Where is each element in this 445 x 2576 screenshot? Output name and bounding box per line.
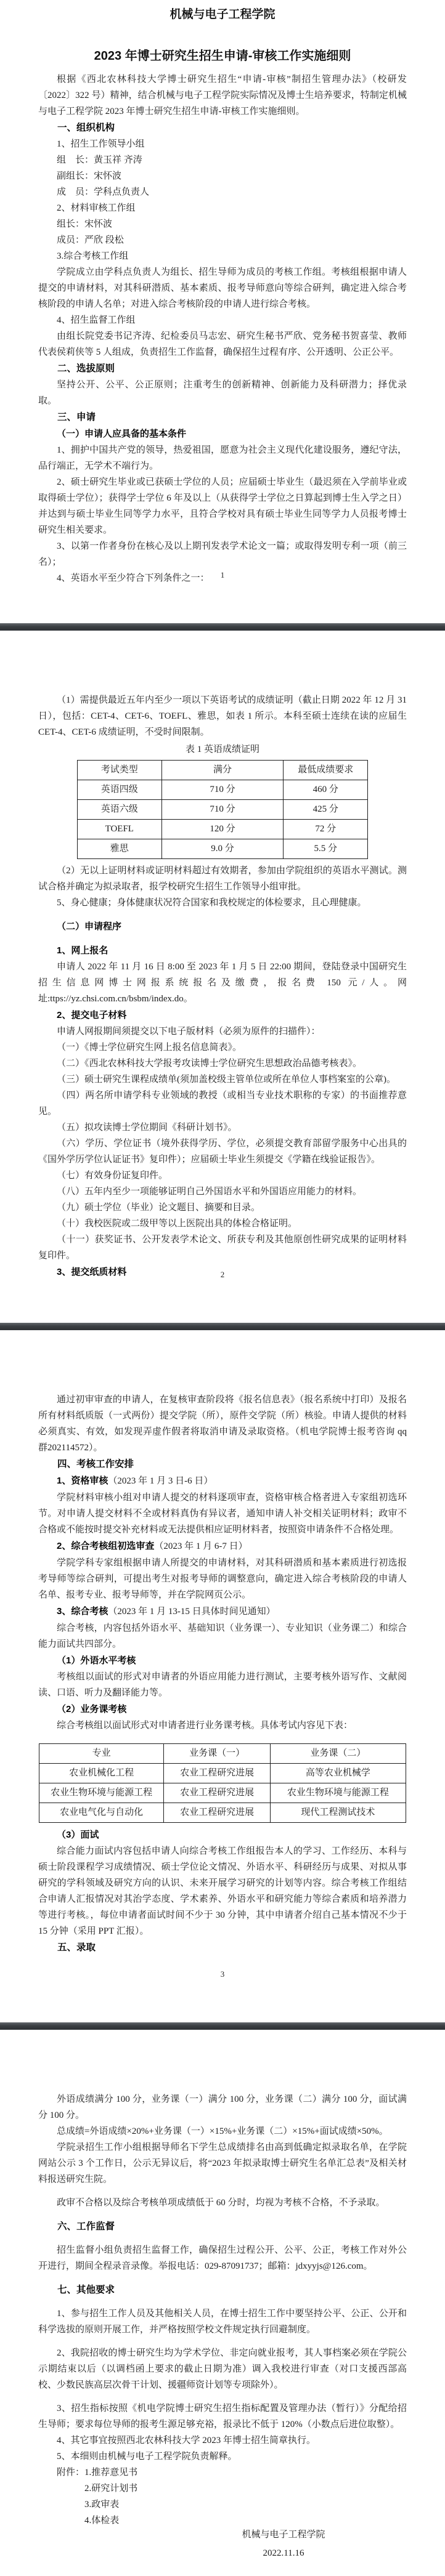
text-line: （八）五年内至少一项能够证明自己外国语水平和外国语应用能力的材料。 xyxy=(57,1187,362,1197)
table-row xyxy=(39,1803,406,1823)
page-4 xyxy=(0,2030,445,2576)
page-number: 1 xyxy=(220,570,225,579)
table-cell: 农业生物环境与能源工程 xyxy=(270,1783,406,1803)
sub-heading-date: （2023 年 1 月 3 日-6 日） xyxy=(108,1476,213,1486)
text-line: 附件：1.推荐意见书 xyxy=(57,2468,138,2477)
sub-heading-label: 2、综合考核组初选审查 xyxy=(57,1541,155,1551)
page-separator xyxy=(0,623,445,631)
paragraph: 2、硕士研究生毕业或已获硕士学位的人员；应届硕士毕业生（最迟须在入学前毕业或取得硕士学位）；获得学士学位 6 年及以上（从获得学士学位之日算起到博士生入学之日）并达到与硕士毕业生同等学力水平，且符合学校对具有硕士毕业生同等学力人员报考博士研究生相关要求。 xyxy=(38,477,407,535)
page-2-content xyxy=(38,692,407,1280)
sub-heading-label: 1、资格审核 xyxy=(57,1476,108,1486)
paragraph: 5、本细则由机械与电子工程学院负责解释。 xyxy=(57,2452,237,2461)
attachment-item: 4.体检表 xyxy=(84,2516,120,2526)
paragraph: （2）无以上证明材料或证明材料超过有效期者，参加由学院组织的英语水平测试。测试合格并确定为拟录取者，报学校研究生招生工作领导小组审批。 xyxy=(38,866,407,892)
paragraph: 1、参与招生工作人员及其他相关人员，在博士招生工作中要坚持公平、公正、公开和科学选拔的原则开展工作，并严格按照学校文件规定执行回避制度。 xyxy=(38,2309,407,2335)
table-header-cell: 业务课（二） xyxy=(270,1744,406,1764)
paragraph: 学院学科专家组根据申请人所提交的申请材料，对其科研潜质和基本素质进行初选报考导师等综合研判，可提出考生对报考导师的调整意向，确定进入综合考核阶段的申请人名单、报考专业、报考导师等，并在学院网页公示。 xyxy=(38,1558,407,1600)
sub-heading xyxy=(38,1603,407,1620)
paragraph: 综合能力面试内容包括申请人向综合考核工作组报告本人的学习、工作经历、本科与硕士阶段课程学习成绩情况、硕士学位论文情况、外语水平、科研经历与成果、对拟从事研究的学科领域及研究方向的认识、未来开展学习研究的计划等内容。综合考核工作组结合申请人汇报情况对其治学态度、学术素养、外语水平和研究能力等综合素质和培养潜力等进行考核。，每位申请者面试时间不少于 30 分钟，其中申请者介绍自己基本情况不少于 15 分钟（采用 PPT 汇报）。 xyxy=(38,1846,407,1936)
paragraph: 学院录招生工作小组根据导师名下学生总成绩排名由高到低确定拟录取名单，在学院网站公示 3 个工作日，公示无异议后，将“2023 年拟录取博士研究生名单汇总表”及相关材料报送研究生院。 xyxy=(38,2142,407,2184)
signature-line: 2022.11.16 xyxy=(263,2548,304,2558)
table-cell: 9.0 分 xyxy=(161,839,284,859)
section-heading: 二、选拔原则 xyxy=(57,363,115,374)
paragraph: 招生监督小组负责招生监督工作，确保招生过程公开、公平、公正，考核工作对外公开进行，期间全程录音录像。举报电话：029-87091737；邮箱：jdxyyjs@126.com。 xyxy=(38,2245,407,2271)
table-cell: 英语四级 xyxy=(78,780,162,800)
paragraph: 综合考核，内容包括外语水平、基础知识（业务课一）、专业知识（业务课二）和综合能力面试共四部分。 xyxy=(38,1623,407,1649)
english-score-table-wrap xyxy=(38,741,407,859)
table-cell: 农业电气化与自动化 xyxy=(39,1803,164,1823)
page-3 xyxy=(0,1330,445,2022)
table-cell: TOEFL xyxy=(78,820,162,839)
paragraph: （1）需提供最近五年内至少一项以下英语考试的成绩证明（截止日期 2022 年 12 月 31 日），包括：CET-4、CET-6、TOEFL、雅思，如表 1 所示。本科至硕士连续在读的应届生 CET-4、CET-6 成绩证明，不受时间限制。 xyxy=(38,695,407,737)
spacer xyxy=(38,2393,407,2400)
signature-line: 机械与电子工程学院 xyxy=(242,2530,325,2540)
paragraph: 学院成立由学科点负责人为组长、招生导师为成员的考核工作组。考核组根据申请人提交的申请材料，对其科研潜质、基本素质、报考导师意向等综合研判，确定进入综合考核阶段的申请人名单；对进入综合考核阶段的申请人进行综合考核。 xyxy=(38,267,407,309)
spacer xyxy=(38,2298,407,2306)
table-header-cell: 满分 xyxy=(161,761,284,780)
signature-block xyxy=(203,2526,364,2562)
paragraph: 5、身心健康；身体健康状况符合国家和我校规定的体检要求，且心理健康。 xyxy=(57,898,367,908)
table-header-cell: 业务课（一） xyxy=(164,1744,271,1764)
paragraph: 3、以第一作者身份在核心及以上期刊发表学术论文一篇；或取得发明专利一项（前三名）； xyxy=(38,541,407,567)
table-cell: 雅思 xyxy=(78,839,162,859)
text-line: （十）我校医院或二级甲等以上医院出具的体检合格证明。 xyxy=(57,1219,298,1229)
sub-heading xyxy=(38,1472,407,1490)
table-cell: 农业工程研究进展 xyxy=(164,1783,271,1803)
text-line: （九）硕士学位（毕业）论文题目、摘要和目录。 xyxy=(57,1203,261,1213)
table-header-row xyxy=(78,761,368,780)
english-score-table xyxy=(77,760,368,859)
sub-heading: 1、网上报名 xyxy=(57,945,108,956)
course-exam-table xyxy=(39,1743,406,1823)
page-2 xyxy=(0,631,445,1323)
spacer xyxy=(38,2235,407,2242)
table-row xyxy=(78,780,368,800)
paragraph: （四）两名所申请学科专业领域的教授（或相当专业技术职称的专家）的书面推荐意见。 xyxy=(38,1091,407,1116)
spacer xyxy=(38,935,407,942)
text-line: 3.综合考核工作组 xyxy=(57,251,129,261)
page-1-content xyxy=(38,7,407,586)
paragraph: 学院材料审核小组对申请人提交的材料逐项审查，资格审核合格者进入专家组初选环节。对申请人提交材料不全或材料真伪有异议者，通知申请人补交相关证明材料；政审不合格或不能按时提交补充材料或无法提供相应证明材料者，按照资申请条件不合格处理。 xyxy=(38,1493,407,1535)
table-cell: 农业生物环境与能源工程 xyxy=(39,1783,164,1803)
paragraph: （六）学历、学位证书（境外获得学历、学位，必须提交教育部留学服务中心出具的《国外学历学位认证证书》复印件）；应届硕士毕业生须提交《学籍在线验证报告》。 xyxy=(38,1139,407,1165)
paragraph: 申请人 2022 年 11 月 16 日 8:00 至 2023 年 1 月 5 日 22:00 期间，登陆登录中国研究生招生信息网博士网报系统报名及缴费，报名费 150 元/人。网址:ttps://yz.chsi.com.cn/bsbm/index.do。 xyxy=(38,962,407,1004)
spacer xyxy=(38,911,407,918)
text-line: （七）有效身份证复印件。 xyxy=(57,1171,168,1181)
sub-heading: 3、提交纸质材料 xyxy=(57,1267,127,1277)
section-heading: 一、组织机构 xyxy=(57,123,115,133)
spacer xyxy=(38,2338,407,2345)
paragraph: 通过初审审查的申请人，在复核审查阶段将《报名信息表》（报名系统中打印）及报名所有材料纸质版（一式两份）提交学院（所），原件交学院（所）核验。申请人提供的材料必须真实、有效，如发现弄虚作假者将取消申请及录取资格。（机电学院博士报考咨询 qq 群202114572）。 xyxy=(38,1395,407,1453)
paragraph: 外语成绩满分 100 分，业务课（一）满分 100 分，业务课（二）满分 100 分，面试满分 100 分。 xyxy=(38,2094,407,2120)
section-heading: 七、其他要求 xyxy=(57,2285,115,2295)
attachment-item: 2.研究计划书 xyxy=(84,2484,138,2493)
table-cell: 农业工程研究进展 xyxy=(164,1764,271,1783)
table-cell: 高等农业机械学 xyxy=(270,1764,406,1783)
table-cell: 460 分 xyxy=(284,780,368,800)
paragraph: 由组长院党委书记齐涛、纪检委员马志宏、研究生秘书严欣、党务秘书贺喜莹、教师代表侯莉侠等 5 人组成，负责招生工作监督，确保招生过程有序、公开透明、公正公平。 xyxy=(38,331,407,357)
sub-heading: 2、提交电子材料 xyxy=(57,1010,127,1020)
page-number: 2 xyxy=(220,1270,225,1279)
sub-heading: （2）业务课考核 xyxy=(57,1704,127,1714)
table-cell: 120 分 xyxy=(161,820,284,839)
page-number: 3 xyxy=(220,1969,225,1979)
table-caption: 表 1 英语成绩证明 xyxy=(185,745,259,754)
section-heading: 五、录取 xyxy=(57,1942,96,1953)
table-row xyxy=(78,820,368,839)
paragraph: 申请人网报期间须提交以下电子版材料（必须为原件的扫描件）： xyxy=(57,1027,320,1036)
page-4-content xyxy=(38,2091,407,2558)
section-heading: 六、工作监督 xyxy=(57,2221,115,2232)
table-cell: 农业机械化工程 xyxy=(39,1764,164,1783)
paragraph: 4、英语水平至少符合下列条件之一： xyxy=(57,573,210,583)
table-header-cell: 最低成绩要求 xyxy=(284,761,368,780)
table-cell: 425 分 xyxy=(284,800,368,820)
text-line: 成员：严欣 段松 xyxy=(57,235,124,245)
sub-heading-date: （2023 年 1 月 13-15 日具体时间见通知） xyxy=(108,1607,276,1617)
table-row xyxy=(78,800,368,820)
paragraph: 政审不合格以及综合考核单项成绩低于 60 分时，均视为考核不合格，不予录取。 xyxy=(57,2198,385,2208)
text-line: （一）《博士学位研究生网上报名信息简表》。 xyxy=(57,1043,242,1052)
spacer xyxy=(38,2187,407,2195)
table-cell: 5.5 分 xyxy=(284,839,368,859)
paragraph: 2、我院招收的博士研究生均为学术学位、非定向就业报考，其人事档案必须在学院公示期结束以后（以调档函上要求的截止日期为准）调入我校进行审查（对口支援西部高校、少数民族高层次骨干计划、援疆师资计划等专项除外）。 xyxy=(38,2348,407,2390)
sub-heading: （二）申请程序 xyxy=(57,921,122,932)
paragraph: 4、其它事宜按照西北农林科技大学 2023 年博士招生简章执行。 xyxy=(57,2436,316,2445)
paragraph: 3、招生指标按照《机电学院博士研究生招生指标配置及管理办法（暂行）》分配给招生导师；要求每位导师的报考生源足够充裕，报录比不低于 120%（小数点后进位取整）。 xyxy=(38,2404,407,2429)
spacer xyxy=(38,1734,407,1741)
course-exam-table-wrap xyxy=(38,1743,407,1823)
paragraph: 坚持公开、公平、公正原则；注重考生的创新精神、创新能力及科研潜力；择优录取。 xyxy=(38,380,407,406)
table-cell: 710 分 xyxy=(161,800,284,820)
paragraph: 1、拥护中国共产党的领导，热爱祖国，愿意为社会主义现代化建设服务，遵纪守法，品行端正，无学术不端行为。 xyxy=(38,445,407,471)
paragraph: 综合考核组以面试形式对申请者进行业务课考核。具体考试内容见下表： xyxy=(57,1721,353,1730)
sub-heading-date: （2023 年 1 月 6-7 日） xyxy=(154,1541,248,1551)
text-line: 副组长：宋怀波 xyxy=(57,171,122,181)
page-1 xyxy=(0,0,445,623)
page-separator xyxy=(0,1323,445,1330)
page-separator xyxy=(0,2022,445,2030)
text-line: 1、招生工作领导小组 xyxy=(57,139,145,149)
paragraph: 根据《西北农林科技大学博士研究生招生“申请-审核”制招生管理办法》（校研发〔2022〕322 号）精神，结合机械与电子工程学院实际情况及博士生培养要求，特制定机械与电子工程学院 2023 年博士研究生招生申请-审核工作实施细则。 xyxy=(38,75,407,116)
paragraph: 总成绩=外语成绩×20%+业务课（一）×15%+业务课（二）×15%+面试成绩×50%。 xyxy=(57,2126,388,2136)
text-line: 组长：宋怀波 xyxy=(57,219,113,229)
table-row xyxy=(39,1764,406,1783)
table-cell: 710 分 xyxy=(161,780,284,800)
sub-heading xyxy=(38,1538,407,1555)
table-row xyxy=(78,839,368,859)
table-header-cell: 专业 xyxy=(39,1744,164,1764)
sub-heading: （3）面试 xyxy=(57,1830,99,1840)
sub-heading: （1）外语水平考核 xyxy=(57,1655,136,1666)
table-cell: 72 分 xyxy=(284,820,368,839)
text-line: 组 长：黄玉祥 齐涛 xyxy=(57,155,142,165)
text-line: 2、材料审核工作组 xyxy=(57,203,136,213)
section-heading: 三、申请 xyxy=(57,412,96,422)
doc-title: 机械与电子工程学院 xyxy=(169,8,276,21)
text-line: （三）硕士研究生课程成绩单(须加盖校级主管单位或所在单位人事档案室的公章)。 xyxy=(57,1075,396,1084)
sub-heading-label: 3、综合考核 xyxy=(57,1606,108,1617)
table-cell: 英语六级 xyxy=(78,800,162,820)
sub-heading: （一）申请人应具备的基本条件 xyxy=(57,429,187,439)
doc-subtitle: 2023 年博士研究生招生申请-审核工作实施细则 xyxy=(94,49,351,63)
table-header-cell: 考试类型 xyxy=(78,761,162,780)
attachment-item: 3.政审表 xyxy=(84,2500,120,2509)
spacer xyxy=(38,2274,407,2282)
paragraph: （十一）获奖证书、公开发表学术论文、所获专利及其他原创性研究成果的证明材料复印件。 xyxy=(38,1235,407,1261)
table-header-row xyxy=(39,1744,406,1764)
paragraph: 考核组以面试的形式对申请者的外语应用能力进行测试，主要考核外语写作、文献阅读、口语、听力及翻译能力等。 xyxy=(38,1672,407,1698)
table-row xyxy=(39,1783,406,1803)
table-cell: 现代工程测试技术 xyxy=(270,1803,406,1823)
text-line: （二）《西北农林科技大学报考攻读博士学位研究生思想政治品德考核表》。 xyxy=(57,1059,362,1068)
page-3-content xyxy=(38,1392,407,1956)
table-cell: 农业工程研究进展 xyxy=(164,1803,271,1823)
section-heading: 四、考核工作安排 xyxy=(57,1459,134,1469)
text-line: 成 员：学科点负责人 xyxy=(57,187,150,197)
text-line: （五）拟攻读博士学位期间《科研计划书》。 xyxy=(57,1123,237,1133)
text-line: 4、招生监督工作组 xyxy=(57,315,136,325)
spacer xyxy=(38,2211,407,2218)
